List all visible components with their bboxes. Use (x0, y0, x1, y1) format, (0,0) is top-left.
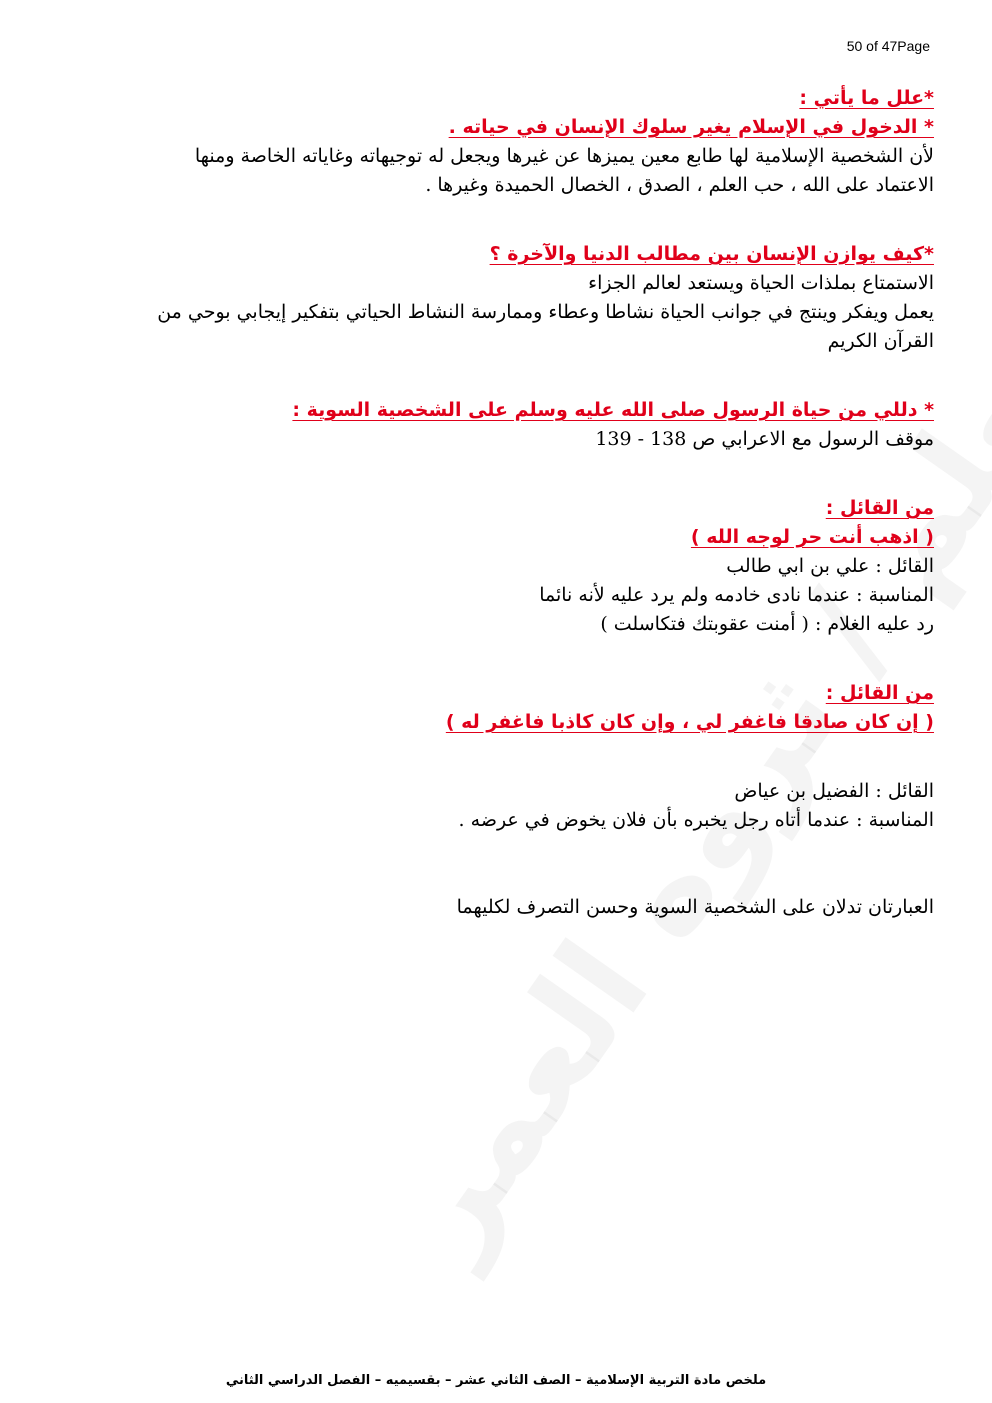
reply-text: رد عليه الغلام : ( أمنت عقوبتك فتكاسلت ) (600, 613, 934, 635)
quote-heading: ( إن كان صادقا فاغفر لي ، وإن كان كاذبا فاغفر له ) (445, 711, 934, 733)
occasion-text: المناسبة : عندما أتاه رجل يخبره بأن فلان يخوض في عرضه . (458, 809, 934, 831)
question-heading: * دللي من حياة الرسول صلى الله عليه وسلم على الشخصية السوية : (292, 399, 934, 421)
section-title: من القائل : (825, 497, 934, 519)
page-number: 50 of 47Page (846, 38, 930, 54)
section-speaker-1 (100, 494, 934, 639)
answer-text: الاستمتاع بملذات الحياة ويستعد لعالم الجزاء (588, 272, 934, 294)
answer-text: موقف الرسول مع الاعرابي ص 138 - 139 (595, 428, 934, 450)
occasion-text: المناسبة : عندما نادى خادمه ولم يرد عليه لأنه نائما (539, 584, 934, 606)
section-title: من القائل : (825, 682, 934, 704)
page-footer: ملخص مادة التربية الإسلامية – الصف الثاني عشر – بقسيميه – الفصل الدراسي الثاني (225, 1373, 767, 1388)
section-prophet (100, 396, 934, 454)
answer-text: القرآن الكريم (827, 330, 934, 352)
speaker-text: القائل : علي بن ابي طالب (726, 555, 934, 577)
conclusion-text: العبارتان تدلان على الشخصية السوية وحسن التصرف لكليهما (456, 896, 934, 918)
speaker-text: القائل : الفضيل بن عياض (734, 780, 934, 802)
quote-heading: ( اذهب أنت حر لوجه الله ) (690, 526, 934, 548)
section-balance (100, 240, 934, 356)
answer-text: الاعتماد على الله ، حب العلم ، الصدق ، الخصال الحميدة وغيرها . (425, 174, 934, 196)
section-explain (100, 84, 934, 200)
page-content (100, 84, 934, 922)
section-title: *علل ما يأتي : (799, 87, 934, 109)
section-speaker-2 (100, 679, 934, 922)
question-heading: * الدخول في الإسلام يغير سلوك الإنسان في حياته . (448, 116, 934, 138)
answer-text: يعمل ويفكر وينتج في جوانب الحياة نشاطا وعطاء وممارسة النشاط الحياتي بتفكير إيجابي بوحي من (157, 301, 934, 323)
answer-text: لأن الشخصية الإسلامية لها طابع معين يميزها عن غيرها ويجعل له توجيهاته وغاياته الخاصة ومنها (194, 145, 934, 167)
question-heading: *كيف يوازن الإنسان بين مطالب الدنيا والآخرة ؟ (489, 243, 934, 265)
